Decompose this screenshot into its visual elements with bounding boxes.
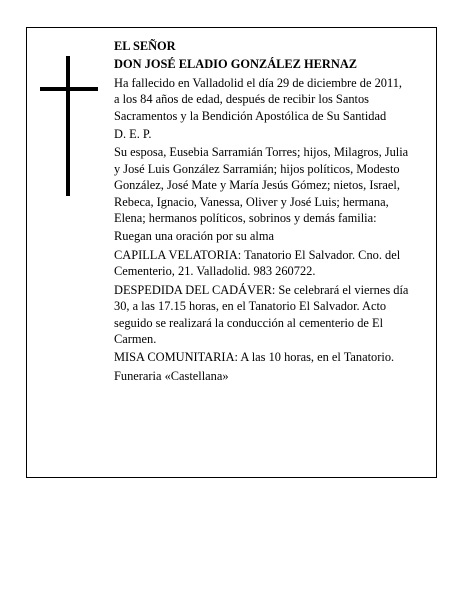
mass-info: MISA COMUNITARIA: A las 10 horas, en el Tanatorio. [114,350,395,365]
prayer-request: Ruegan una oración por su alma [114,229,274,244]
deceased-name: DON JOSÉ ELADIO GONZÁLEZ HERNAZ [114,57,358,72]
farewell-info: DESPEDIDA DEL CADÁVER: Se celebrará el viernes día 30, a las 17.15 horas, en el Tanatorio El Salvador. Acto seguido se realizará la conducción al cementerio de El Carmen. [114,282,409,346]
title-line-1: EL SEÑOR [114,39,176,53]
cross-horizontal-bar [40,87,98,91]
funeral-home: Funeraria «Castellana» [114,368,229,383]
cross-vertical-bar [66,56,70,196]
death-info: Ha fallecido en Valladolid el día 29 de diciembre de 2011, a los 84 años de edad, después de recibir los Santos Sacramentos y la Bendición Apostólica de Su Santidad [114,75,402,123]
dep-text: D. E. P. [114,127,152,142]
chapel-info: CAPILLA VELATORIA: Tanatorio El Salvador. Cno. del Cementerio, 21. Valladolid. 983 260722. [114,247,401,279]
family-list: Su esposa, Eusebia Sarramián Torres; hijos, Milagros, Julia y José Luis González Sarramián; hijos políticos, Modesto González, José Mate y María Jesús Gómez; nietos, Israel, Rebeca, Ignacio, Vanessa, Oliver y José Luis; hermana, Elena; hermanos políticos, sobrinos y demás familia: [114,145,409,226]
obituary-text [114,38,410,386]
